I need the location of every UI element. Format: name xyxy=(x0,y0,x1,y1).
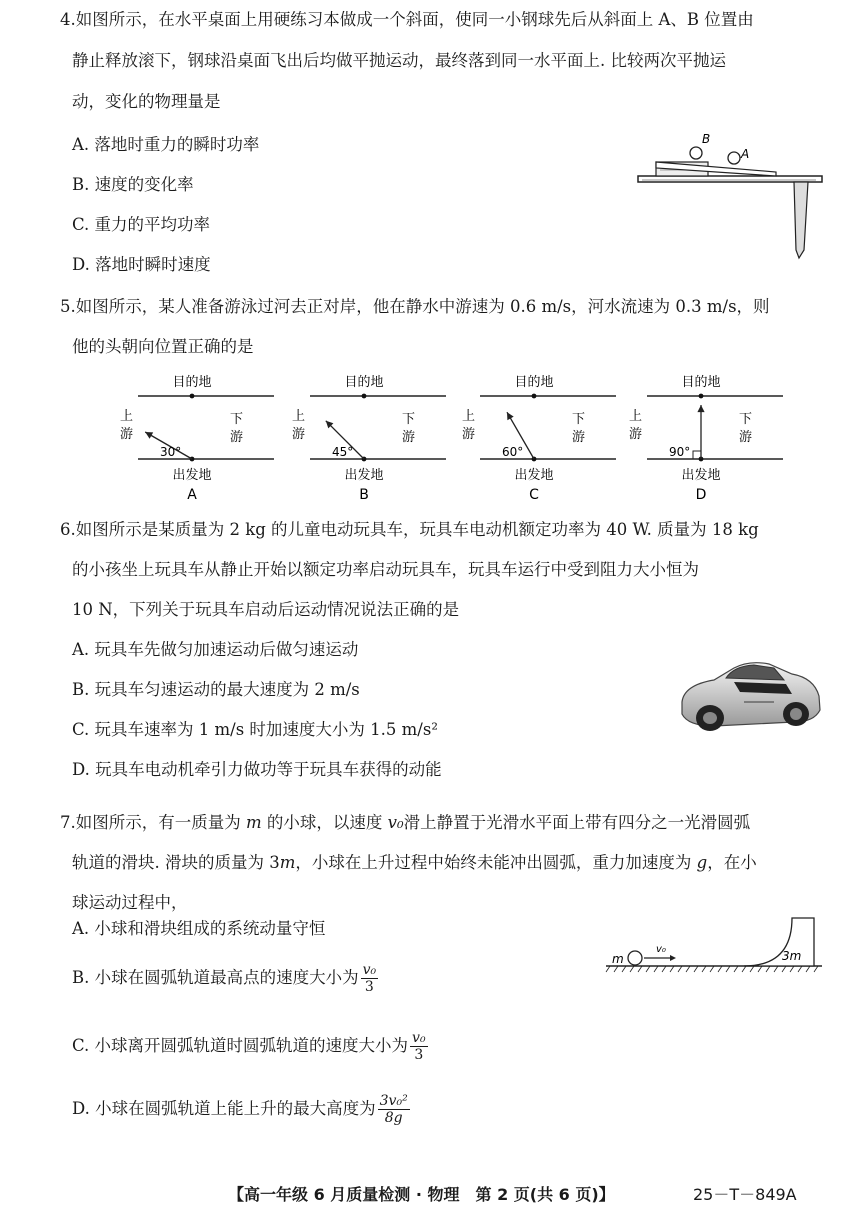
destination-label: 目的地 xyxy=(681,375,721,390)
heading-arrowhead xyxy=(697,405,704,412)
destination-dot xyxy=(190,394,195,399)
q4-option-a: A. 落地时重力的瞬时功率 xyxy=(72,135,260,154)
q7-stem-line3: 球运动过程中， xyxy=(72,893,188,912)
q5-stem-line2: 他的头朝向位置正确的是 xyxy=(72,337,254,356)
q7-option-d-fraction: $\frac{\text{3v₀²}}{8g}$ xyxy=(379,1093,408,1126)
start-label: 出发地 xyxy=(681,468,721,483)
angle-label: 90° xyxy=(669,445,691,459)
q7-option-c-fraction: $\frac{\text{v₀}}{3}$ xyxy=(412,1030,426,1063)
destination-label: 目的地 xyxy=(514,375,554,390)
q7-var-v0: v₀ xyxy=(387,813,404,832)
option-label: B xyxy=(359,487,369,500)
q7-option-d: D. 小球在圆弧轨道上能上升的最大高度为 $\frac{\text{3v₀²}}{8g}$ xyxy=(72,1093,408,1126)
upstream-label: 上 xyxy=(292,409,306,424)
q6-stem-line2: 的小孩坐上玩具车从静止开始以额定功率启动玩具车，玩具车运行中受到阻力大小恒为 xyxy=(72,560,699,579)
destination-dot xyxy=(699,394,704,399)
destination-label: 目的地 xyxy=(172,375,212,390)
downstream-label: 下 xyxy=(739,412,753,427)
q4-option-c: C. 重力的平均功率 xyxy=(72,215,211,234)
q6-stem-line3: 10 N，下列关于玩具车启动后运动情况说法正确的是 xyxy=(72,600,460,619)
q6-stem-line1: 6.如图所示是某质量为 2 kg 的儿童电动玩具车，玩具车电动机额定功率为 40 W. 质量为 18 kg xyxy=(60,520,759,539)
q4-stem-line1: 4.如图所示，在水平桌面上用硬练习本做成一个斜面，使同一小钢球先后从斜面上 A、B 位置由 xyxy=(60,10,754,29)
q4-stem-line2: 静止释放滚下，钢球沿桌面飞出后均做平抛运动，最终落到同一水平面上. 比较两次平抛运 xyxy=(72,51,726,70)
upstream-label: 上 xyxy=(629,409,643,424)
q6-option-c: C. 玩具车速率为 1 m/s 时加速度大小为 1.5 m/s² xyxy=(72,720,438,739)
start-label: 出发地 xyxy=(514,468,554,483)
upstream-label: 游 xyxy=(292,427,306,442)
upstream-label: 游 xyxy=(462,427,476,442)
q7-option-c: C. 小球离开圆弧轨道时圆弧轨道的速度大小为 $\frac{\text{v₀}}{3}$ xyxy=(72,1030,426,1063)
q4-fig-label-b: B xyxy=(702,132,711,146)
upstream-label: 上 xyxy=(120,409,134,424)
downstream-label: 下 xyxy=(402,412,416,427)
q7-fig-label-3m: 3m xyxy=(782,949,802,963)
q4-fig-label-a: A xyxy=(741,147,750,161)
angle-label: 60° xyxy=(502,445,524,459)
downstream-label: 下 xyxy=(230,412,244,427)
q7-stem-line1: 7.如图所示，有一质量为 m 的小球，以速度 v₀滑上静置于光滑水平面上带有四分之一光滑圆弧 xyxy=(60,813,751,832)
q4-incline-figure xyxy=(636,128,826,264)
q5-stem-line1: 5.如图所示，某人准备游泳过河去正对岸，他在静水中游速为 0.6 m/s，河水流速为 0.3 m/s，则 xyxy=(60,297,770,316)
q6-toy-car-image xyxy=(674,640,824,740)
start-label: 出发地 xyxy=(344,468,384,483)
q7-option-a: A. 小球和滑块组成的系统动量守恒 xyxy=(72,919,326,938)
downstream-label: 游 xyxy=(739,430,753,445)
q5-panel-b xyxy=(286,368,456,500)
downstream-label: 游 xyxy=(572,430,586,445)
q7-option-b: B. 小球在圆弧轨道最高点的速度大小为 $\frac{\text{v₀}}{3}$ xyxy=(72,962,377,995)
downstream-label: 游 xyxy=(230,430,244,445)
q6-option-b: B. 玩具车匀速运动的最大速度为 2 m/s xyxy=(72,680,360,699)
q5-panel-d xyxy=(623,368,793,500)
q7-option-b-fraction: $\frac{\text{v₀}}{3}$ xyxy=(362,962,377,995)
angle-label: 30° xyxy=(160,445,182,459)
q4-option-b: B. 速度的变化率 xyxy=(72,175,194,194)
footer-code: 25－T－849A xyxy=(693,1185,797,1204)
start-label: 出发地 xyxy=(172,468,212,483)
downstream-label: 游 xyxy=(402,430,416,445)
q5-panel-a xyxy=(114,368,284,500)
upstream-label: 上 xyxy=(462,409,476,424)
option-label: A xyxy=(187,487,197,500)
q4-stem-line3: 动，变化的物理量是 xyxy=(72,92,221,111)
downstream-label: 下 xyxy=(572,412,586,427)
q7-stem-line2: 轨道的滑块. 滑块的质量为 3m，小球在上升过程中始终未能冲出圆弧，重力加速度为 g，在小 xyxy=(72,853,757,872)
destination-dot xyxy=(362,394,367,399)
option-label: C xyxy=(529,487,539,500)
upstream-label: 游 xyxy=(629,427,643,442)
option-label: D xyxy=(695,487,707,500)
q7-slider-figure xyxy=(604,912,826,974)
angle-label: 45° xyxy=(332,445,354,459)
q7-var-m: m xyxy=(246,813,262,832)
q4-option-d: D. 落地时瞬时速度 xyxy=(72,255,211,274)
destination-label: 目的地 xyxy=(344,375,384,390)
q5-panel-c xyxy=(456,368,626,500)
q6-option-a: A. 玩具车先做匀加速运动后做匀速运动 xyxy=(72,640,359,659)
q7-fig-label-m: m xyxy=(612,952,624,966)
q7-fig-label-v0: v₀ xyxy=(656,944,666,955)
footer-title: 【高一年级 6 月质量检测 · 物理 第 2 页(共 6 页)】 xyxy=(228,1185,615,1204)
upstream-label: 游 xyxy=(120,427,134,442)
q6-option-d: D. 玩具车电动机牵引力做功等于玩具车获得的动能 xyxy=(72,760,442,779)
destination-dot xyxy=(532,394,537,399)
